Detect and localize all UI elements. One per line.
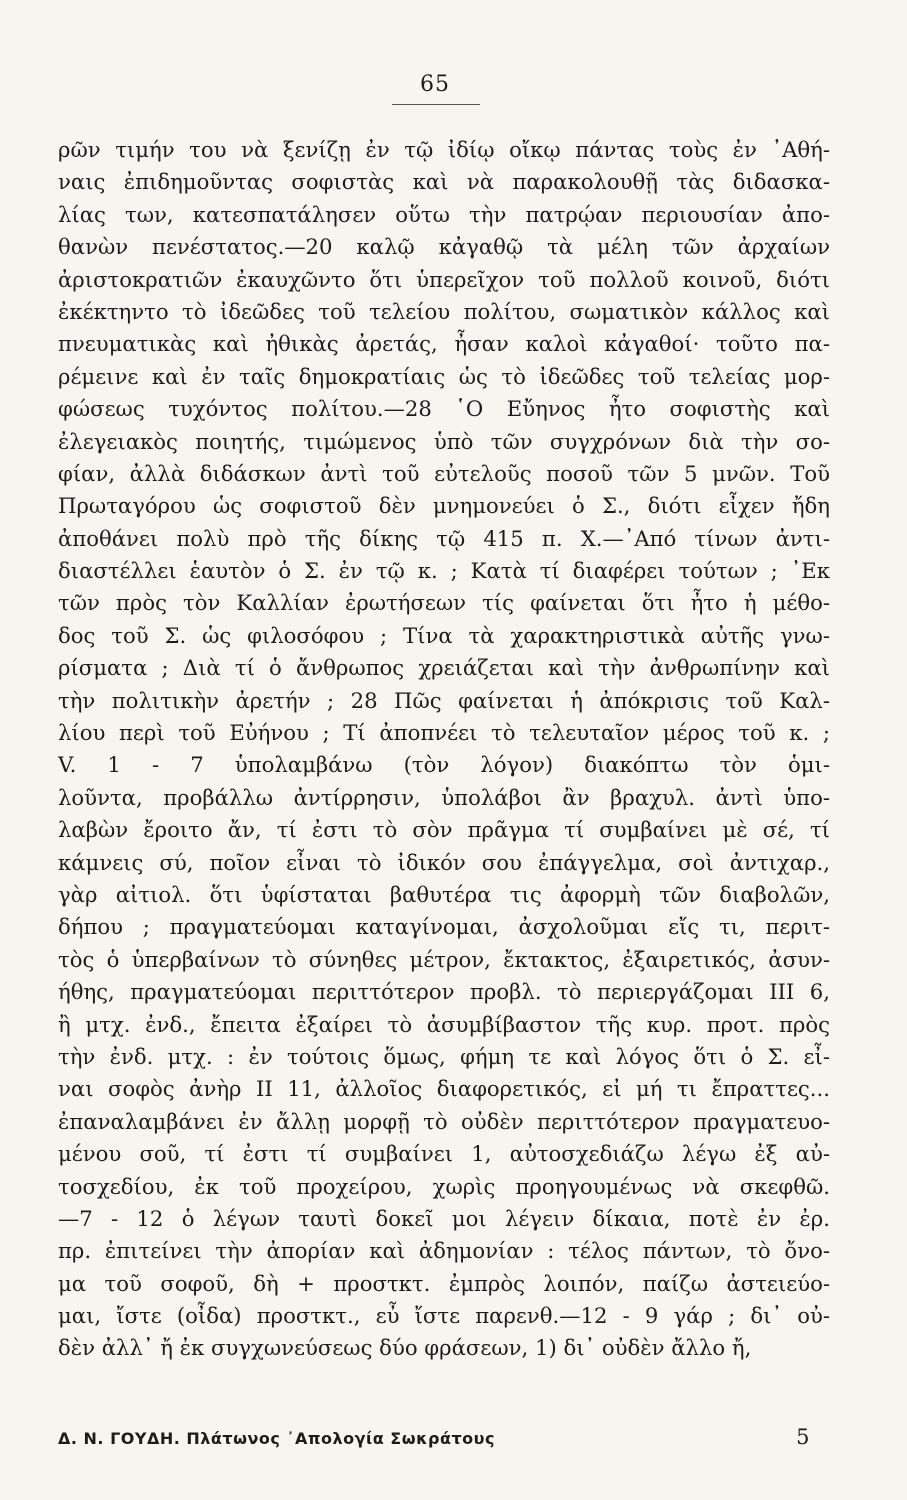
text-line: φίαν, ἀλλὰ διδάσκων ἀντὶ τοῦ εὐτελοῦς ποσοῦ τῶν 5 μνῶν. Τοῦ bbox=[58, 460, 830, 486]
text-line: ἐκέκτηντο τὸ ἰδεῶδες τοῦ τελείου πολίτου, σωματικὸν κάλλος καὶ bbox=[58, 298, 830, 324]
text-line: πρ. ἐπιτείνει τὴν ἀπορίαν καὶ ἀδημονίαν : τέλος πάντων, τὸ ὄνο- bbox=[58, 1238, 830, 1264]
text-line: λίου περὶ τοῦ Εὐήνου ; Τί ἀποπνέει τὸ τελευταῖον μέρος τοῦ κ. ; bbox=[58, 720, 830, 746]
text-line: ἐλεγειακὸς ποιητής, τιμώμενος ὑπὸ τῶν συγχρόνων διὰ τὴν σο- bbox=[58, 428, 830, 454]
text-line: τὴν πολιτικὴν ἀρετήν ; 28 Πῶς φαίνεται ἡ ἀπόκρισις τοῦ Καλ- bbox=[58, 687, 830, 713]
text-line: ἐπαναλαμβάνει ἐν ἄλλῃ μορφῇ τὸ οὐδὲν περιττότερον πραγματευο- bbox=[58, 1108, 830, 1134]
sheet-number: 5 bbox=[796, 1425, 810, 1449]
printer-signature: Δ. Ν. ΓΟΥΔΗ. Πλάτωνος ᾿Απολογία Σωκράτους bbox=[58, 1429, 495, 1448]
text-line: ναι σοφὸς ἀνὴρ II 11, ἀλλοῖος διαφορετικός, εἰ μή τι ἔπραττες... bbox=[58, 1076, 830, 1102]
text-line: λίας των, κατεσπατάλησεν οὕτω τὴν πατρῴαν περιουσίαν ἀπο- bbox=[58, 201, 830, 227]
page-number: 65 bbox=[420, 72, 450, 97]
text-line: γὰρ αἰτιολ. ὅτι ὑφίσταται βαθυτέρα τις ἀφορμὴ τῶν διαβολῶν, bbox=[58, 881, 830, 907]
page-number-rule bbox=[392, 104, 480, 105]
text-line: ρίσματα ; Διὰ τί ὁ ἄνθρωπος χρειάζεται καὶ τὴν ἀνθρωπίνην καὶ bbox=[58, 655, 830, 681]
text-line: τὴν ἐνδ. μτχ. : ἐν τούτοις ὅμως, φήμη τε καὶ λόγος ὅτι ὁ Σ. εἶ- bbox=[58, 1043, 830, 1069]
text-line: ναις ἐπιδημοῦντας σοφιστὰς καὶ νὰ παρακολουθῇ τὰς διδασκα- bbox=[58, 169, 830, 195]
text-line: Πρωταγόρου ὡς σοφιστοῦ δὲν μνημονεύει ὁ Σ., διότι εἶχεν ἤδη bbox=[58, 493, 830, 519]
text-line: ἢ μτχ. ἐνδ., ἔπειτα ἐξαίρει τὸ ἀσυμβίβαστον τῆς κυρ. προτ. πρὸς bbox=[58, 1011, 830, 1037]
text-line: τὸς ὁ ὑπερβαίνων τὸ σύνηθες μέτρον, ἔκτακτος, ἐξαιρετικός, ἀσυν- bbox=[58, 946, 830, 972]
text-line: V. 1 - 7 ὑπολαμβάνω (τὸν λόγον) διακόπτω τὸν ὁμι- bbox=[58, 752, 830, 778]
text-line: διαστέλλει ἑαυτὸν ὁ Σ. ἐν τῷ κ. ; Κατὰ τί διαφέρει τούτων ; ᾿Εκ bbox=[58, 558, 830, 584]
text-line: μαι, ἴστε (οἶδα) προστκτ., εὖ ἴστε παρενθ.—12 - 9 γάρ ; δι᾿ οὐ- bbox=[58, 1303, 830, 1329]
text-line: δήπου ; πραγματεύομαι καταγίνομαι, ἀσχολοῦμαι εἴς τι, περιτ- bbox=[58, 914, 830, 940]
text-line: κάμνεις σύ, ποῖον εἶναι τὸ ἰδικόν σου ἐπάγγελμα, σοὶ ἀντιχαρ., bbox=[58, 849, 830, 875]
text-line: τῶν πρὸς τὸν Καλλίαν ἐρωτήσεων τίς φαίνεται ὅτι ἦτο ἡ μέθο- bbox=[58, 590, 830, 616]
text-line: ρῶν τιμήν του νὰ ξενίζῃ ἐν τῷ ἰδίῳ οἴκῳ πάντας τοὺς ἐν ᾿Αθή- bbox=[58, 137, 830, 162]
text-line: θανὼν πενέστατος.—20 καλῷ κἀγαθῷ τὰ μέλη τῶν ἀρχαίων bbox=[58, 234, 830, 260]
footer bbox=[58, 1425, 810, 1455]
text-line: ήθης, πραγματεύομαι περιττότερον προβλ. τὸ περιεργάζομαι III 6, bbox=[58, 979, 830, 1005]
text-line: μένου σοῦ, τί ἐστι τί συμβαίνει 1, αὐτοσχεδιάζω λέγω ἐξ αὐ- bbox=[58, 1141, 830, 1167]
text-line: ρέμεινε καὶ ἐν ταῖς δημοκρατίαις ὡς τὸ ἰδεῶδες τοῦ τελείας μορ- bbox=[58, 363, 830, 389]
text-line: τοσχεδίου, ἐκ τοῦ προχείρου, χωρὶς προηγουμένως νὰ σκεφθῶ. bbox=[58, 1173, 830, 1199]
text-line: ἀποθάνει πολὺ πρὸ τῆς δίκης τῷ 415 π. Χ.—᾿Από τίνων ἀντι- bbox=[58, 525, 830, 551]
text-line: δὲν ἀλλ᾿ ἤ ἐκ συγχωνεύσεως δύο φράσεων, 1) δι᾿ οὐδὲν ἄλλο ἤ, bbox=[58, 1335, 752, 1361]
text-line: μα τοῦ σοφοῦ, δὴ + προστκτ. ἐμπρὸς λοιπόν, παίζω ἀστειεύο- bbox=[58, 1270, 830, 1296]
text-line: —7 - 12 ὁ λέγων ταυτὶ δοκεῖ μοι λέγειν δίκαια, ποτὲ ἐν ἐρ. bbox=[58, 1205, 830, 1231]
text-line: φώσεως τυχόντος πολίτου.—28 ῾Ο Εὔηνος ἦτο σοφιστὴς καὶ bbox=[58, 396, 830, 422]
text-line: λαβὼν ἔροιτο ἄν, τί ἐστι τὸ σὸν πρᾶγμα τί συμβαίνει μὲ σέ, τί bbox=[58, 817, 830, 843]
body-text bbox=[58, 134, 830, 1365]
text-line: ἀριστοκρατιῶν ἐκαυχῶντο ὅτι ὑπερεῖχον τοῦ πολλοῦ κοινοῦ, διότι bbox=[58, 266, 830, 292]
text-line: πνευματικὰς καὶ ἠθικὰς ἀρετάς, ἦσαν καλοὶ κἀγαθοί· τοῦτο πα- bbox=[58, 331, 830, 357]
text-line: λοῦντα, προβάλλω ἀντίρρησιν, ὑπολάβοι ἂν βραχυλ. ἀντὶ ὑπο- bbox=[58, 784, 830, 810]
text-line: δος τοῦ Σ. ὡς φιλοσόφου ; Τίνα τὰ χαρακτηριστικὰ αὐτῆς γνω- bbox=[58, 622, 830, 648]
